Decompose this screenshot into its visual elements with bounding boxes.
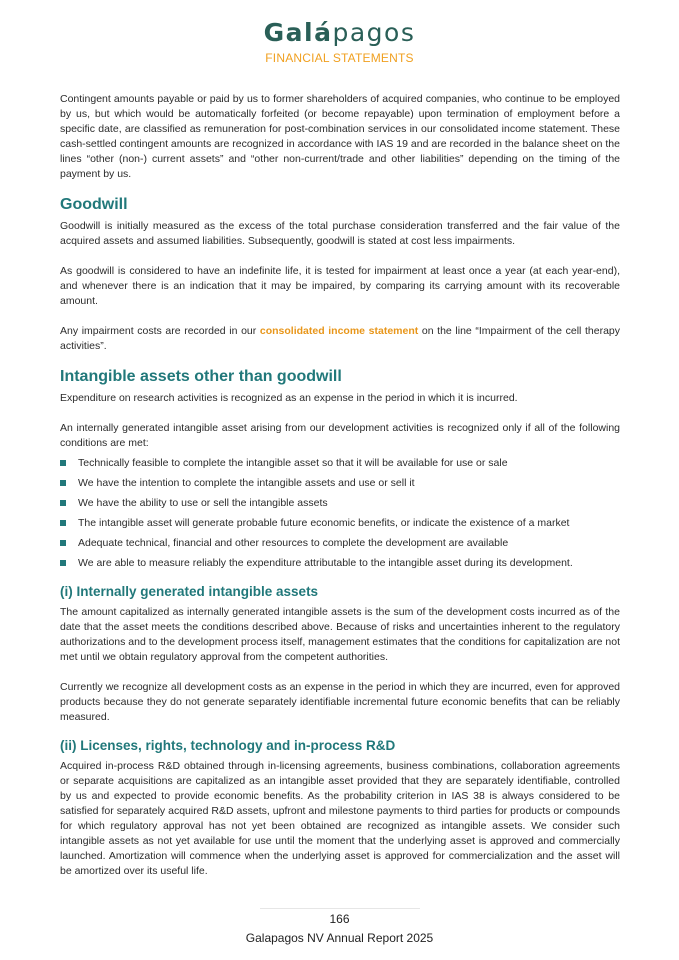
footer-divider — [260, 908, 420, 909]
goodwill-paragraph-2: As goodwill is considered to have an indefinite life, it is tested for impairment at least once a year (at each year-end), and whenever there is an indication that it may be impaired, by comparing its carrying amount with its recoverable amount. — [60, 265, 620, 307]
licenses-paragraph-1: Acquired in-process R&D obtained through in-licensing agreements, business combinations, collaboration agreements or separate acquisitions are capitalized as an intangible asset provided that they are separately identifiable, controlled by us and expected to provide economic benefits. As the probability criterion in IAS 38 is always considered to be satisfied for separately acquired R&D assets, upfront and milestone payments to third parties for products or compounds for which regulatory approval has not yet been obtained are recognized as intangible assets. We consider such intangible assets as not yet available for use until the moment that the underlying asset is approved and commercially launched. Amortization will commence when the underlying asset is approved for commercialization and the asset will be amortized over its useful life. — [60, 760, 620, 877]
list-item-text: Adequate technical, financial and other resources to complete the development are available — [78, 537, 509, 549]
page-content — [60, 92, 620, 879]
goodwill-paragraph-1: Goodwill is initially measured as the excess of the total purchase consideration transferred and the fair value of the acquired assets and assumed liabilities. Subsequently, goodwill is stated at cost less impairments. — [60, 220, 620, 247]
goodwill-paragraph-3 — [60, 324, 620, 354]
bullet-square-icon — [60, 520, 66, 526]
intangible-paragraph-2: An internally generated intangible asset arising from our development activities is recognized only if all of the following conditions are met: — [60, 422, 620, 449]
list-item — [60, 456, 620, 471]
licenses-heading: (ii) Licenses, rights, technology and in-process R&D — [60, 738, 396, 753]
galapagos-logo — [0, 18, 679, 48]
intro-paragraph: Contingent amounts payable or paid by us to former shareholders of acquired companies, who continue to be employed by us, but which would be automatically forfeited (or become repayable) upon termination of employment before a specific date, are classified as remuneration for post-combination services in our consolidated income statement. These cash-settled contingent amounts are recognized in accordance with IAS 19 and are recorded in the balance sheet on the lines “other (non-) current assets” and “other non-current/trade and other liabilities” depending on the timing of the payment by us. — [60, 93, 620, 180]
bullet-square-icon — [60, 500, 66, 506]
internally-generated-heading: (i) Internally generated intangible assets — [60, 584, 319, 599]
list-item — [60, 536, 620, 551]
bullet-square-icon — [60, 540, 66, 546]
list-item-text: The intangible asset will generate probable future economic benefits, or indicate the existence of a market — [78, 517, 570, 529]
list-item-text: Technically feasible to complete the intangible asset so that it will be available for use or sale — [78, 457, 508, 469]
page-footer — [0, 908, 679, 946]
list-item-text: We have the ability to use or sell the intangible assets — [78, 497, 328, 509]
intangible-heading: Intangible assets other than goodwill — [60, 368, 342, 385]
goodwill-p3-after: on the line “Impairment of the cell therapy activities”. — [60, 325, 621, 352]
consolidated-income-statement-link[interactable]: consolidated income statement — [259, 325, 419, 337]
intangible-paragraph-1: Expenditure on research activities is recognized as an expense in the period in which it is incurred. — [60, 392, 518, 404]
bullet-square-icon — [60, 480, 66, 486]
bullet-square-icon — [60, 460, 66, 466]
page-number: 166 — [329, 912, 350, 926]
list-item — [60, 476, 620, 491]
report-title: Galapagos NV Annual Report 2025 — [245, 931, 434, 945]
page-header — [0, 18, 679, 65]
internal-paragraph-1: The amount capitalized as internally generated intangible assets is the sum of the development costs incurred as of the date that the asset meets the conditions described above. Because of risks and uncertainties inherent to the regulatory authorizations and to the development process itself, management estimates that the conditions for capitalization are not met until we obtain regulatory approval from the competent authorities. — [60, 606, 620, 663]
list-item — [60, 516, 620, 531]
list-item — [60, 496, 620, 511]
logo-light-text: pagos — [332, 18, 416, 47]
list-item-text: We have the intention to complete the intangible assets and use or sell it — [78, 477, 415, 489]
conditions-list — [60, 456, 620, 571]
goodwill-heading: Goodwill — [60, 196, 128, 213]
list-item-text: We are able to measure reliably the expenditure attributable to the intangible asset during its development. — [78, 557, 573, 569]
logo-bold-text: Galá — [263, 18, 333, 47]
internal-paragraph-2: Currently we recognize all development costs as an expense in the period in which they are incurred, even for approved products because they do not generate separately identifiable incremental future economic benefits that can be reliably measured. — [60, 681, 620, 723]
bullet-square-icon — [60, 560, 66, 566]
goodwill-p3-before: Any impairment costs are recorded in our — [60, 325, 260, 337]
section-title: FINANCIAL STATEMENTS — [265, 51, 414, 65]
list-item — [60, 556, 620, 571]
